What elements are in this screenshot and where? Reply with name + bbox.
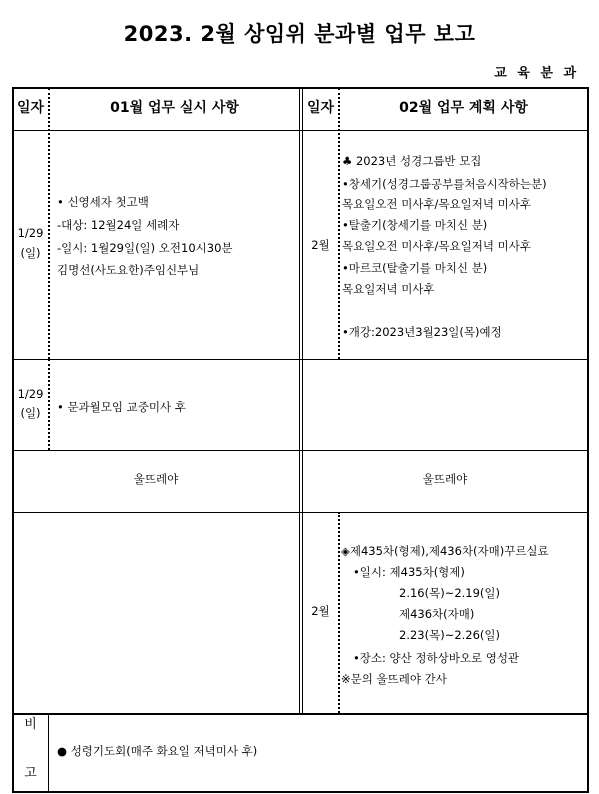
table-right-border: [587, 87, 589, 793]
remarks-divider: [48, 713, 49, 792]
table-left-border: [12, 87, 14, 793]
row1-left-line-1: • 신영세자 첫고백: [57, 195, 149, 209]
row1-left-line-2: -대상: 12월24일 세례자: [57, 218, 180, 232]
row4-right-line-6: •장소: 양산 정하상바오로 영성관: [353, 651, 520, 665]
row4-date-right: 2월: [311, 604, 330, 618]
row1-right-line-3: 목요일오전 미사후/목요일저녁 미사후: [342, 197, 531, 211]
table-top-border: [12, 87, 588, 89]
center-divider-a: [299, 87, 300, 713]
department-label: 교 육 분 과: [494, 66, 579, 81]
remarks-label-top: 비: [24, 717, 37, 732]
row2-date-left-weekday: (일): [20, 406, 41, 420]
row1-divider: [12, 359, 588, 360]
center-divider-b: [302, 87, 303, 713]
row3-divider: [12, 512, 588, 513]
row4-divider: [12, 713, 588, 715]
row1-right-line-6: •마르코(탈출기를 마치신 분): [342, 261, 488, 275]
row1-right-line-8: •개강:2023년3월23일(목)예정: [342, 325, 502, 339]
row2-left-text: • 문과월모임 교중미사 후: [57, 400, 186, 414]
row4-right-line-7: ※문의 울뜨레야 간사: [341, 672, 447, 686]
row1-right-line-7: 목요일저녁 미사후: [342, 282, 435, 296]
row3-right-text: 울뜨레야: [422, 472, 468, 486]
row4-right-line-1: ◈제435차(형제),제436차(자매)꾸르실료: [341, 544, 549, 558]
header-col-left: 01월 업무 실시 사항: [110, 100, 239, 116]
remarks-label-bottom: 고: [24, 766, 37, 781]
row2-divider: [12, 450, 588, 451]
header-col-right: 02월 업무 계획 사항: [399, 100, 528, 116]
date-col-dotted-left-r1: [48, 88, 50, 359]
header-date-left: 일자: [16, 100, 45, 116]
row4-right-line-3: 2.16(목)~2.19(일): [399, 586, 501, 600]
row2-date-left-day: 1/29: [17, 387, 44, 401]
row1-right-line-1: ♣ 2023년 성경그룹반 모집: [342, 154, 482, 168]
row4-right-line-4: 제436차(자매): [399, 607, 475, 621]
row3-left-text: 울뜨레야: [133, 472, 179, 486]
date-col-dotted-right-r4: [338, 512, 340, 713]
remarks-text: ● 성령기도회(매주 화요일 저녁미사 후): [57, 744, 258, 758]
table-bottom-border: [12, 791, 588, 793]
row4-right-line-2: •일시: 제435차(형제): [353, 565, 465, 579]
document-title: 2023. 2월 상임위 분과별 업무 보고: [123, 22, 476, 46]
header-divider: [12, 130, 588, 131]
row1-right-line-4: •탈출기(창세기를 마치신 분): [342, 218, 488, 232]
row1-date-left-day: 1/29: [17, 226, 44, 240]
row1-right-line-2: •창세기(성경그룹공부를처음시작하는분): [342, 177, 547, 191]
row1-right-line-5: 목요일오전 미사후/목요일저녁 미사후: [342, 239, 531, 253]
date-col-dotted-right-r1: [338, 88, 340, 359]
date-col-dotted-left-r2: [48, 359, 50, 450]
header-date-right: 일자: [306, 100, 335, 116]
row1-date-right: 2월: [311, 238, 330, 252]
row1-left-line-4: 김명선(사도요한)주임신부님: [57, 263, 200, 277]
row4-right-line-5: 2.23(목)~2.26(일): [399, 628, 501, 642]
row1-left-line-3: -일시: 1월29일(일) 오전10시30분: [57, 241, 233, 255]
row1-date-left-weekday: (일): [20, 246, 41, 260]
